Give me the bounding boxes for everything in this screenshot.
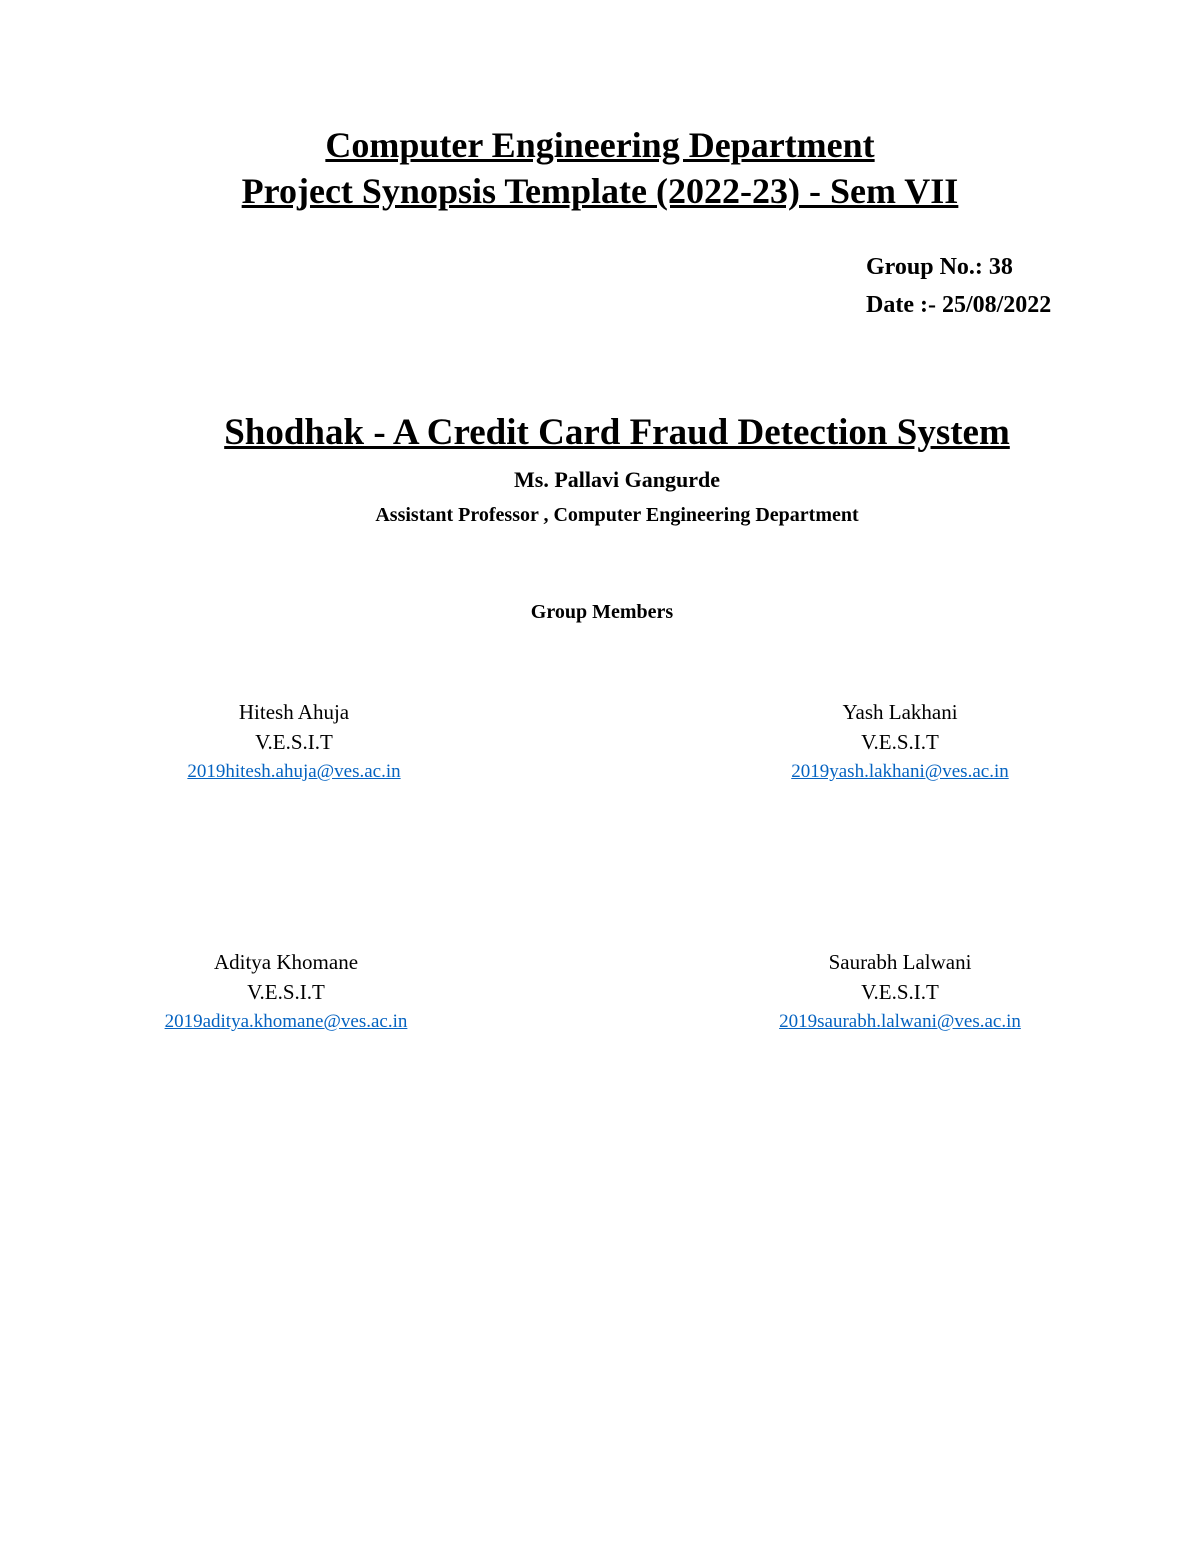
template-title: Project Synopsis Template (2022-23) - Sem VII [241,171,959,211]
member-email-link[interactable]: 2019yash.lakhani@ves.ac.in [791,761,1009,782]
member-institute: V.E.S.I.T [861,980,939,1004]
member-card-aditya [136,947,436,1037]
project-title: Shodhak - A Credit Card Fraud Detection System [224,412,1010,453]
member-name: Aditya Khomane [213,950,359,974]
member-name: Saurabh Lalwani [828,950,972,974]
date-line: Date :- 25/08/2022 [866,292,1052,318]
member-email-link[interactable]: 2019saurabh.lalwani@ves.ac.in [779,1011,1021,1032]
member-email-link[interactable]: 2019aditya.khomane@ves.ac.in [164,1011,408,1032]
meta-block [866,248,1051,324]
member-name: Hitesh Ahuja [238,700,350,724]
member-name: Yash Lakhani [842,700,958,724]
member-institute: V.E.S.I.T [861,730,939,754]
header-block [0,122,1200,214]
member-email-link[interactable]: 2019hitesh.ahuja@ves.ac.in [187,761,401,782]
member-institute: V.E.S.I.T [247,980,325,1004]
department-title: Computer Engineering Department [325,125,875,165]
member-card-hitesh [144,697,444,787]
member-card-saurabh [750,947,1050,1037]
group-members-heading: Group Members [530,601,674,623]
guide-name: Ms. Pallavi Gangurde [514,467,720,492]
member-institute: V.E.S.I.T [255,730,333,754]
guide-role: Assistant Professor , Computer Engineering Department [375,504,859,526]
member-card-yash [750,697,1050,787]
group-number: Group No.: 38 [866,254,1013,280]
